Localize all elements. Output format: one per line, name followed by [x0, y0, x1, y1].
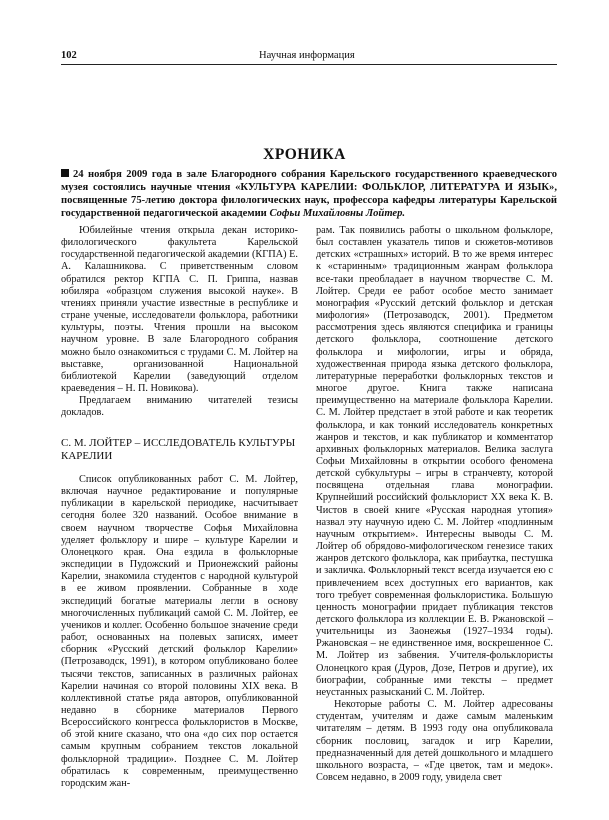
- header-rule: [61, 64, 557, 65]
- article-subheading: С. М. ЛОЙТЕР – ИССЛЕДОВАТЕЛЬ КУЛЬТУРЫ КАРЕЛИИ: [61, 437, 296, 462]
- running-title: Научная информация: [259, 50, 355, 61]
- lead-paragraph: [61, 168, 557, 220]
- article-paragraph: Некоторые работы С. М. Лойтер адресованы студентам, учителям и даже самым маленьким читателям – детям. В 1993 году она опубликовала сборник пословиц, загадок и игр Карелии, предназначенный для детей дошкольного и младшего школьного возраста, – «Где цветок, там и медок». Совсем недавно, в 2009 году, увидела свет: [316, 699, 553, 784]
- lead-author: Софьи Михайловны Лойтер.: [269, 208, 406, 219]
- invitation-paragraph: Предлагаем вниманию читателей тезисы докладов.: [61, 395, 298, 419]
- right-column: [316, 225, 553, 784]
- article-paragraph: Список опубликованных работ С. М. Лойтер, включая научное редактирование и популярные публикации в карельской периодике, насчитывает сегодня более 320 названий. Особое внимание в своем научном творчестве Софья Михайловна уделяет фольклору и шире – культуре Карелии и Олонецкого края. Она ездила в фольклорные экспедиции в Пудожский и Прионежский районы Карелии, знакомила студентов с народной культурой в ее живом проявлении. Собранные в ходе экспедиций богатые материалы легли в основу многочисленных публикаций самой С. М. Лойтер, ее учеников и коллег. Особенно большое значение среди работ, основанных на полевых записях, имеет сборник «Русский детский фольклор Карелии» (Петрозаводск, 1991), в котором опубликовано более тысячи текстов, записанных в различных районах Карелии начиная со второй половины XIX века. В коллективной статье ряда авторов, опубликованной недавно в сборнике материалов Первого Всероссийского конгресса фольклористов в Москве, об этой книге сказано, что она «до сих пор остается самым крупным собранием текстов локальной фольклорной традиции». Позднее С. М. Лойтер обратилась к современным, преимущественно городским жан-: [61, 474, 298, 789]
- square-bullet-icon: [61, 169, 69, 177]
- page-number: 102: [61, 50, 77, 61]
- left-column-top: [61, 225, 298, 420]
- page-header: [61, 47, 557, 65]
- section-title: ХРОНИКА: [263, 146, 346, 163]
- lead-text: 24 ноября 2009 года в зале Благородного собрания Карельского государственного краеведческого музея состоялись научные чтения «КУЛЬТУРА КАРЕЛИИ: ФОЛЬКЛОР, ЛИТЕРАТУРА И ЯЗЫК», посвященные 75-летию доктора филологических наук, профессора кафедры литературы Карельской государственной педагогической академии: [61, 169, 557, 219]
- left-column-bottom: [61, 474, 298, 790]
- article-paragraph-continued: рам. Так появились работы о школьном фольклоре, был составлен указатель типов и сюжетов-мотивов детских «страшных» историй. В то же время интерес к «старинным» традиционным жанрам фольклора все-таки преобладает в научном творчестве С. М. Лойтер. Среди ее работ особое место занимает монография «Русский детский фольклор и детская мифология» (Петрозаводск, 2001). Предметом рассмотрения здесь являются специфика и границы детского фольклора, соотношение детского фольклора и мифологии, игры и обряда, художественная природа языка детского фольклора, литературные переработки фольклорных текстов и многое другое. Книга также написана преимущественно на материале фольклора Карелии. С. М. Лойтер предстает в этой работе и как теоретик фольклора, и как тонкий исследователь конкретных жанров и текстов, и как публикатор и комментатор архивных фольклорных материалов. Велика заслуга Софьи Михайловны в открытии особого феномена детской субкультуры – игры в странчевту, которой посвящена отдельная глава монографии. Крупнейший российский фольклорист XX века К. В. Чистов в своей книге «Русская народная утопия» назвал эту научную идею С. М. Лойтер «подлинным научным открытием». Интересны выводы С. М. Лойтер об обрядово-мифологическом генезисе таких жанров детского фольклора, как прибаутка, пестушка и закличка. Фольклорный текст всегда изучается ею с привлечением всех доступных его вариантов, как того требует современная фольклористика. Большую ценность монографии придает публикация текстов детского фольклора из коллекции Е. В. Ржановской – учительницы из Заонежья (1927–1934 годы). Ржановская – не единственное имя, воскрешенное С. М. Лойтер из забвения. Учителя-фольклористы Олонецкого края (Дуров, Дозе, Петров и другие), их биографии, собранные ими тексты – предмет неустанных разысканий С. М. Лойтер.: [316, 225, 553, 698]
- intro-paragraph: Юбилейные чтения открыла декан историко-филологического факультета Карельской государственной педагогической академии (КГПА) Е. А. Калашникова. С приветственным словом обратился ректор КГПА С. П. Гриппа, назвав юбиляра «образцом служения высокой науке». В чтениях приняли участие известные в республике и стране ученые, исследователи фольклора, работники культуры, поэты. Чтения прошли на высоком научном уровне. В зале Благородного собрания можно было ознакомиться с трудами С. М. Лойтер на выставке, организованной Национальной библиотекой Карелии (заведующий отделом краеведения – Н. П. Новикова).: [61, 225, 298, 395]
